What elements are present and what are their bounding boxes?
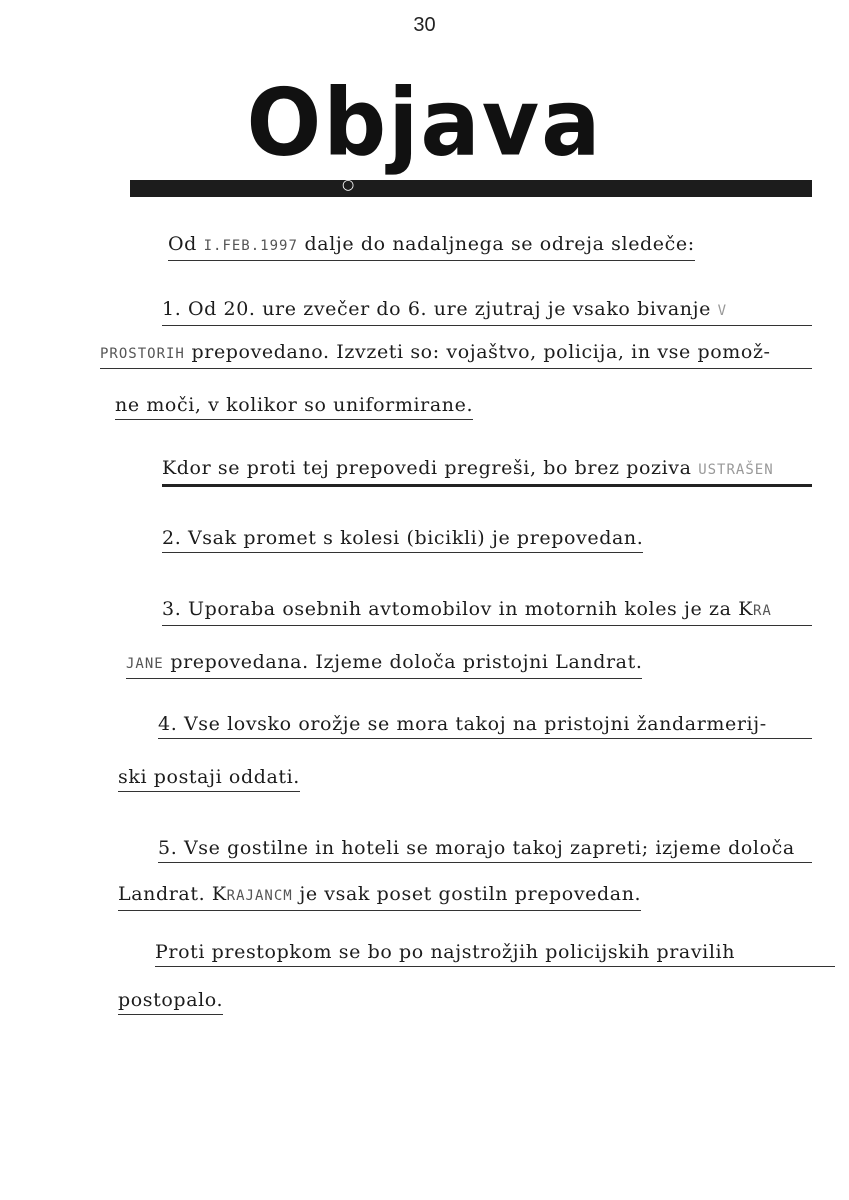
p5-line2-text-b: je vsak poset gostiln prepovedan.	[299, 883, 642, 905]
p5-line2-typed: RAJANCM	[226, 888, 293, 904]
title-rule	[130, 177, 812, 197]
p5-line1: 5. Vse gostilne in hoteli se morajo takoj zapreti; izjeme določa	[158, 836, 812, 863]
page-number: 30	[413, 14, 436, 36]
p5-line2-text-a: Landrat.	[118, 883, 206, 905]
p1b-text: Kdor se proti tej prepovedi pregreši, bo brez poziva	[162, 457, 692, 479]
p1-line1	[162, 297, 812, 326]
p3-line2-text: prepovedana. Izjeme določa pristojni Landrat.	[170, 651, 643, 673]
p1-line1-typed: V	[717, 303, 728, 319]
p5-line2-k: K	[211, 883, 227, 905]
p1b-typed: USTRAŠEN	[698, 462, 774, 478]
notice-title: Objava	[246, 68, 603, 177]
p3-line2	[126, 650, 642, 679]
p1-line2-text: prepovedano. Izvzeti so: vojaštvo, policija, in vse pomož-	[191, 341, 771, 363]
p5-line2	[118, 882, 641, 911]
intro-date: I.FEB.1997	[203, 238, 298, 254]
p3-line1-k: K	[738, 598, 753, 620]
intro-text-a: Od	[168, 233, 197, 255]
p3-line2-typed: JANE	[126, 656, 164, 672]
p4-line1: 4. Vse lovsko orožje se mora takoj na pristojni žandarmerij-	[158, 712, 812, 739]
rule-mark: ○	[342, 177, 355, 193]
intro-line	[168, 232, 695, 261]
closing-line1: Proti prestopkom se bo po najstrožjih policijskih pravilih	[155, 940, 835, 967]
p3-line1	[162, 597, 812, 626]
p4-line2: ski postaji oddati.	[118, 765, 300, 792]
p1-line2-typed: PROSTORIH	[100, 346, 185, 362]
p3-line1-text: 3. Uporaba osebnih avtomobilov in motornih koles je za	[162, 598, 732, 620]
p3-line1-typed: RA	[753, 603, 772, 619]
closing-line2: postopalo.	[118, 988, 223, 1015]
p2-line: 2. Vsak promet s kolesi (bicikli) je prepovedan.	[162, 526, 643, 553]
p1-line1-text: 1. Od 20. ure zvečer do 6. ure zjutraj je vsako bivanje	[162, 298, 711, 320]
intro-text-b: dalje do nadaljnega se odreja sledeče:	[304, 233, 695, 255]
p1-line2	[100, 340, 812, 369]
p1b-line	[162, 456, 812, 487]
p1-line3: ne moči, v kolikor so uniformirane.	[115, 393, 473, 420]
